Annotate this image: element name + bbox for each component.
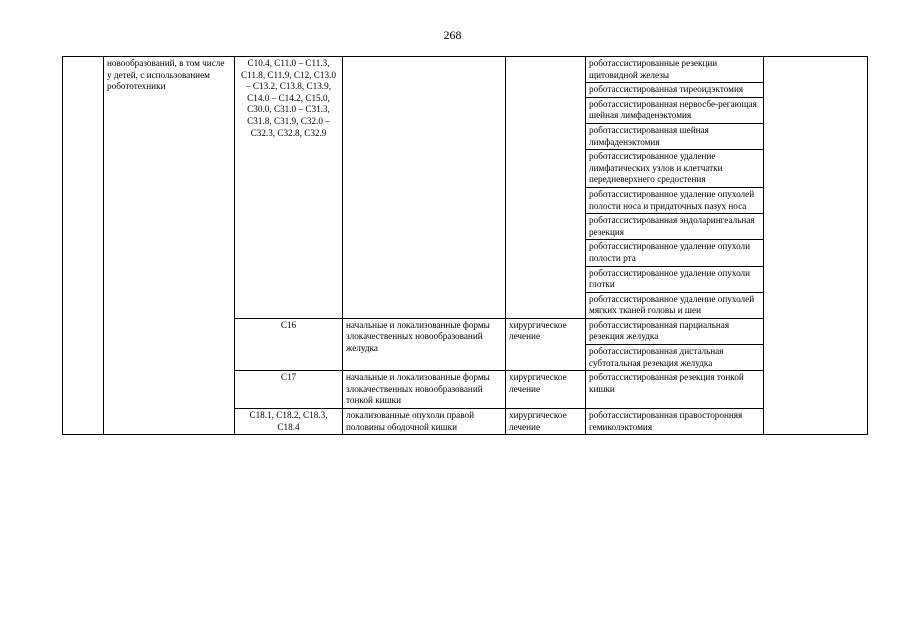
cell-treatment: хирургическое лечение (506, 318, 586, 370)
cell-model: начальные и локализованные формы злокачественных новообразований тонкой кишки (343, 371, 506, 409)
cell-codes: C18.1, C18.2, C18.3, C18.4 (235, 409, 343, 435)
page-number: 268 (443, 28, 462, 42)
cell-method: роботассистированное удаление опухолей мягких тканей головы и шеи (586, 292, 764, 318)
cell-cost (764, 57, 868, 435)
cell-codes: C16 (235, 318, 343, 370)
cell-method: роботассистированная правосторонняя гемиколэктомия (586, 409, 764, 435)
cell-method: роботассистированные резекции щитовидной железы (586, 57, 764, 83)
cell-method: роботассистированная парциальная резекция желудка (586, 318, 764, 344)
cell-treatment: хирургическое лечение (506, 371, 586, 409)
cell-codes: C17 (235, 371, 343, 409)
cell-treatment: хирургическое лечение (506, 409, 586, 435)
cell-model: начальные и локализованные формы злокачественных новообразований желудка (343, 318, 506, 370)
cell-method: роботассистированное удаление опухоли глотки (586, 266, 764, 292)
cell-method: роботассистированное удаление опухоли полости рта (586, 240, 764, 266)
cell-method: роботассистированная тиреоидэктомия (586, 83, 764, 98)
cell-method: роботассистированная эндоларингеальная резекция (586, 214, 764, 240)
cell-method: роботассистированное удаление лимфатических узлов и клетчатки передневерхнего средостения (586, 150, 764, 188)
cell-method: роботассистированная резекция тонкой кишки (586, 371, 764, 409)
cell-model: локализованные опухоли правой половины ободочной кишки (343, 409, 506, 435)
cell-treatment (506, 57, 586, 319)
cell-disease-group: новообразований, в том числе у детей, с использованием робототехники (104, 57, 235, 435)
cell-method: роботассистированная дистальная субтотальная резекция желудка (586, 345, 764, 371)
cell-method: роботассистированная нервосбе-регающая шейная лимфаденэктомия (586, 97, 764, 123)
table-row (63, 57, 868, 83)
cell-method: роботассистированное удаление опухолей полости носа и придаточных пазух носа (586, 187, 764, 213)
cell-model (343, 57, 506, 319)
cell-number (63, 57, 104, 435)
medical-care-table (62, 56, 868, 435)
cell-method: роботассистированная шейная лимфаденэктомия (586, 123, 764, 149)
cell-codes: C10.4, C11.0 – C11.3, C11.8, C11.9, C12, C13.0 – C13.2, C13.8, C13.9, C14.0 – C14.2, C15.0, C30.0, C31.0 – C31.3, C31.8, C31.9, C32.0 – C32.3, C32.8, C32.9 (235, 57, 343, 319)
